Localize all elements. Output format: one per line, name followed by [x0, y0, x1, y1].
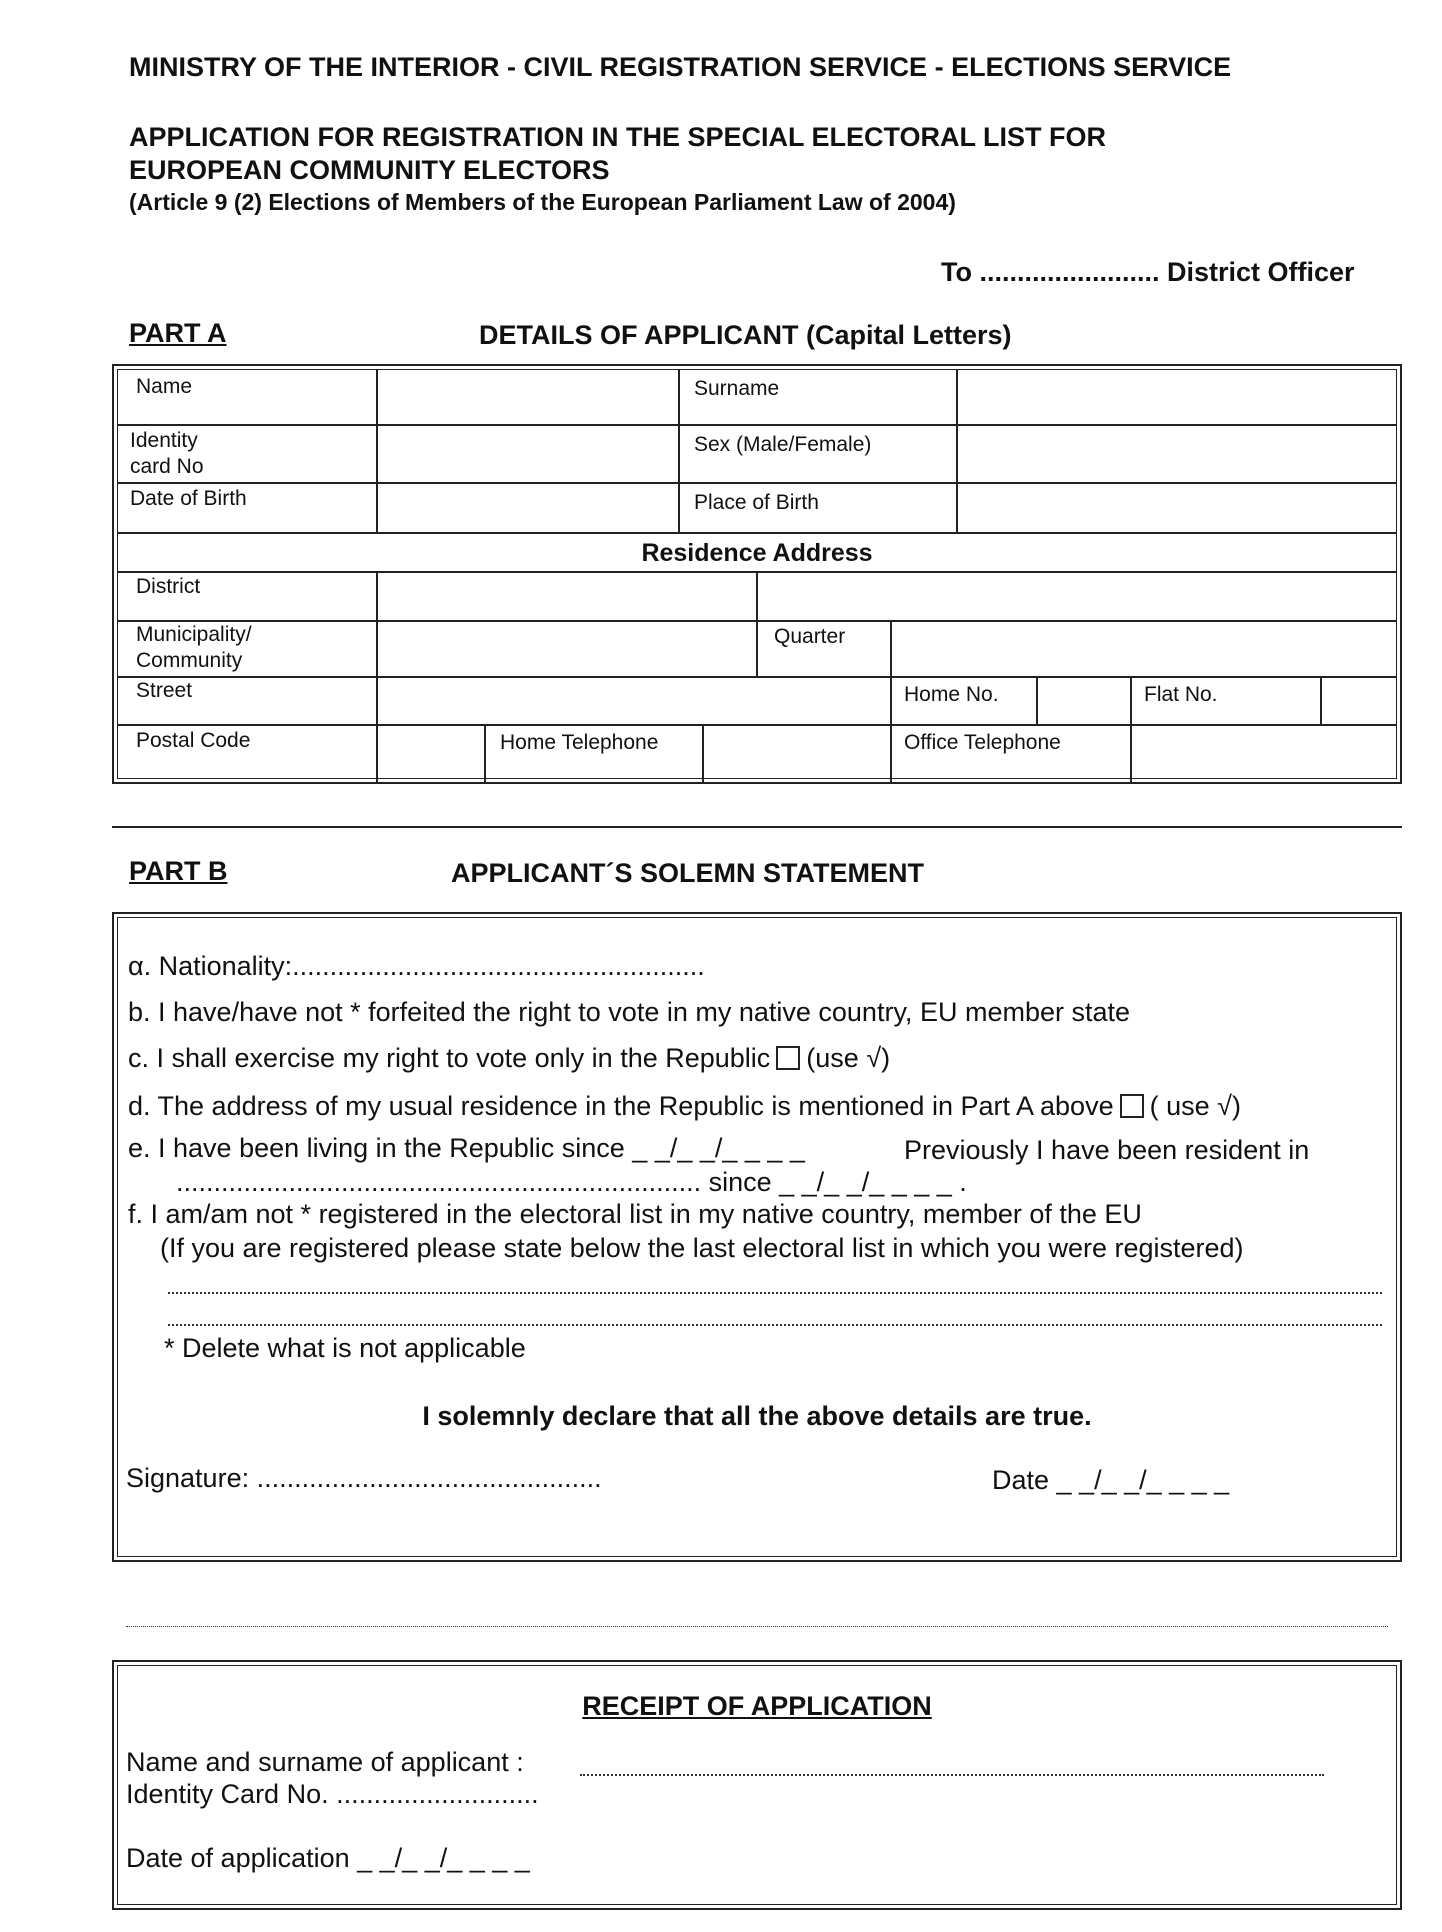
municipality-field[interactable]: [380, 624, 754, 674]
label-office-telephone: Office Telephone: [904, 731, 1061, 754]
label-street: Street: [136, 679, 193, 702]
solemn-declaration: I solemnly declare that all the above details are true.: [422, 1401, 1092, 1431]
declaration-date-field[interactable]: Date _ _/_ _/_ _ _ _: [992, 1465, 1230, 1495]
label-identity-line1: Identity: [130, 429, 198, 452]
home-no-field[interactable]: [1040, 680, 1128, 722]
receipt-title: RECEIPT OF APPLICATION: [582, 1691, 932, 1721]
sex-field[interactable]: [960, 428, 1396, 480]
label-home-no: Home No.: [904, 683, 999, 706]
stmt-previous-since[interactable]: ...................................................................... since _ _/_ _/_ _ _ _ .: [176, 1167, 967, 1197]
cut-line: [126, 1626, 1388, 1627]
stmt-registered-list: f. I am/am not * registered in the electoral list in my native country, member of the EU: [128, 1199, 1142, 1229]
form-title-line2: EUROPEAN COMMUNITY ELECTORS: [129, 155, 610, 185]
district-field[interactable]: [380, 575, 1396, 618]
receipt-name-field[interactable]: [580, 1774, 1324, 1776]
electoral-list-line-1[interactable]: [168, 1292, 1382, 1294]
to-district-officer: To ........................ District Officer: [941, 257, 1355, 287]
stmt-living-since: e. I have been living in the Republic since _ _/_ _/_ _ _ _: [128, 1133, 805, 1163]
label-sex: Sex (Male/Female): [694, 433, 872, 456]
pob-field[interactable]: [960, 486, 1396, 530]
stmt-nationality: α. Nationality:.......................................................: [128, 951, 705, 981]
label-home-telephone: Home Telephone: [500, 731, 659, 754]
label-quarter: Quarter: [774, 625, 846, 648]
home-telephone-field[interactable]: [706, 728, 888, 780]
part-a-table: [112, 364, 1402, 784]
label-municipality-line2: Community: [136, 649, 243, 672]
stmt-forfeited: b. I have/have not * forfeited the right to vote in my native country, EU member state: [128, 997, 1131, 1027]
quarter-field[interactable]: [894, 624, 1396, 674]
receipt-name-label: Name and surname of applicant :: [126, 1747, 524, 1777]
stmt-previously-resident: Previously I have been resident in: [904, 1135, 1310, 1165]
signature-field[interactable]: Signature: ..............................................: [126, 1463, 602, 1493]
stmt-registered-note: (If you are registered please state below the last electoral list in which you were registered): [160, 1233, 1244, 1263]
label-pob: Place of Birth: [694, 491, 819, 514]
postal-code-field[interactable]: [380, 728, 482, 780]
label-flat-no: Flat No.: [1144, 683, 1218, 706]
street-field[interactable]: [380, 680, 888, 722]
label-residence-address: Residence Address: [641, 539, 873, 567]
receipt-date-label[interactable]: Date of application _ _/_ _/_ _ _ _: [126, 1843, 530, 1873]
part-a-label: PART A: [129, 318, 227, 348]
ministry-title: MINISTRY OF THE INTERIOR - CIVIL REGISTRATION SERVICE - ELECTIONS SERVICE: [129, 52, 1232, 82]
electoral-list-line-2[interactable]: [168, 1324, 1382, 1326]
surname-field[interactable]: [960, 372, 1396, 422]
label-municipality-line1: Municipality/: [136, 623, 252, 646]
receipt-id-label[interactable]: Identity Card No. ...........................: [126, 1779, 539, 1809]
stmt-residence-suffix: ( use √): [1149, 1091, 1241, 1121]
flat-no-field[interactable]: [1324, 680, 1396, 722]
vote-republic-checkbox[interactable]: [776, 1046, 800, 1070]
form-title-line1: APPLICATION FOR REGISTRATION IN THE SPECIAL ELECTORAL LIST FOR: [129, 122, 1107, 152]
form-subtitle: (Article 9 (2) Elections of Members of the European Parliament Law of 2004): [129, 189, 956, 215]
stmt-usual-residence: [128, 1090, 1241, 1122]
label-name: Name: [136, 375, 193, 398]
label-surname: Surname: [694, 377, 780, 400]
label-district: District: [136, 575, 201, 598]
dob-field[interactable]: [380, 486, 676, 530]
part-b-statement-box: [112, 912, 1402, 1562]
part-a-heading: DETAILS OF APPLICANT (Capital Letters): [479, 320, 1012, 350]
label-postal-code: Postal Code: [136, 729, 251, 752]
identity-card-field[interactable]: [380, 428, 676, 480]
stmt-vote-text: c. I shall exercise my right to vote only in the Republic: [128, 1043, 771, 1073]
section-divider: [112, 826, 1402, 828]
usual-residence-checkbox[interactable]: [1120, 1094, 1144, 1118]
office-telephone-field[interactable]: [1134, 728, 1396, 780]
stmt-residence-text: d. The address of my usual residence in the Republic is mentioned in Part A above: [128, 1091, 1114, 1121]
receipt-box: [112, 1660, 1402, 1910]
delete-note: * Delete what is not applicable: [164, 1333, 526, 1363]
label-dob: Date of Birth: [130, 487, 247, 510]
name-field[interactable]: [380, 372, 676, 422]
part-b-label: PART B: [129, 856, 228, 886]
part-b-heading: APPLICANT´S SOLEMN STATEMENT: [451, 858, 924, 888]
label-identity-line2: card No: [130, 455, 204, 478]
stmt-vote-republic: [128, 1042, 890, 1074]
stmt-vote-suffix: (use √): [806, 1043, 891, 1073]
